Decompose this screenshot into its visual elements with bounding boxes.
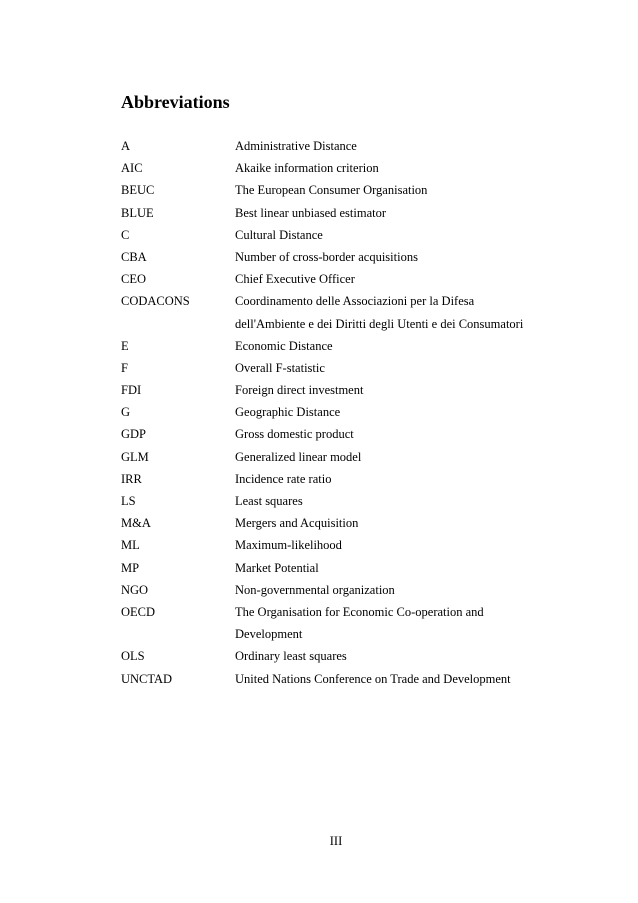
abbreviation-term: CODACONS (121, 294, 190, 309)
abbreviation-definition: Mergers and Acquisition (235, 516, 359, 531)
abbreviation-definition: Market Potential (235, 560, 319, 575)
abbreviation-definition: Cultural Distance (235, 227, 323, 242)
abbreviation-row (121, 268, 581, 290)
abbreviation-row (121, 202, 581, 224)
abbreviation-definition: Maximum-likelihood (235, 538, 342, 553)
abbreviation-definition: United Nations Conference on Trade and Development (235, 671, 511, 686)
abbreviation-definition: Administrative Distance (235, 139, 357, 153)
abbreviation-definition: dell'Ambiente e dei Diritti degli Utenti e dei Consumatori (235, 316, 524, 331)
abbreviation-row-continuation (121, 623, 581, 645)
abbreviation-row-continuation (121, 313, 581, 335)
abbreviation-definition: Chief Executive Officer (235, 272, 355, 287)
abbreviation-definition: Ordinary least squares (235, 649, 347, 664)
abbreviation-row (121, 534, 581, 556)
abbreviation-row (121, 135, 581, 157)
abbreviation-row (121, 512, 581, 534)
abbreviation-term: MP (121, 560, 140, 575)
abbreviation-row (121, 335, 581, 357)
abbreviation-row (121, 579, 581, 601)
abbreviation-definition: Foreign direct investment (235, 383, 364, 398)
abbreviation-definition: Akaike information criterion (235, 161, 379, 176)
abbreviation-row (121, 179, 581, 201)
abbreviation-term: G (121, 405, 131, 420)
abbreviation-list (121, 135, 581, 690)
abbreviation-row (121, 246, 581, 268)
abbreviation-term: A (121, 139, 131, 153)
page-title: Abbreviations (121, 92, 230, 112)
abbreviation-definition: Least squares (235, 494, 303, 508)
abbreviation-term: OECD (121, 604, 156, 619)
abbreviation-definition: Coordinamento delle Associazioni per la Difesa (235, 294, 475, 309)
abbreviation-row (121, 557, 581, 579)
abbreviation-definition: Non-governmental organization (235, 582, 395, 597)
abbreviation-row (121, 224, 581, 246)
abbreviation-term: CBA (121, 249, 147, 264)
abbreviation-term: GLM (121, 449, 149, 464)
abbreviation-row (121, 468, 581, 490)
abbreviation-term: CEO (121, 272, 146, 287)
abbreviation-row (121, 668, 581, 690)
abbreviation-definition: Best linear unbiased estimator (235, 205, 387, 220)
abbreviation-term: FDI (121, 383, 142, 398)
abbreviation-term: GDP (121, 427, 147, 442)
abbreviation-term: M&A (121, 516, 151, 531)
abbreviation-row (121, 357, 581, 379)
abbreviation-term: C (121, 227, 130, 242)
abbreviation-term: F (121, 360, 128, 375)
abbreviation-term: UNCTAD (121, 671, 173, 686)
abbreviation-row (121, 379, 581, 401)
abbreviation-definition: Geographic Distance (235, 405, 341, 420)
abbreviation-definition: Gross domestic product (235, 427, 354, 442)
abbreviation-definition: The Organisation for Economic Co-operation and (235, 604, 484, 619)
abbreviation-term: AIC (121, 161, 143, 176)
page-number: III (329, 834, 343, 848)
abbreviation-row (121, 157, 581, 179)
abbreviation-row (121, 490, 581, 512)
abbreviation-row (121, 423, 581, 445)
abbreviation-row (121, 446, 581, 468)
abbreviation-row (121, 601, 581, 623)
abbreviation-term: LS (121, 494, 136, 508)
abbreviation-row (121, 401, 581, 423)
abbreviation-term: ML (121, 538, 140, 553)
abbreviation-row (121, 645, 581, 667)
abbreviation-definition: Number of cross-border acquisitions (235, 249, 418, 264)
abbreviation-term: IRR (121, 471, 142, 486)
abbreviation-definition: Overall F-statistic (235, 360, 325, 375)
abbreviation-term: E (121, 338, 129, 353)
abbreviation-term: BEUC (121, 183, 155, 198)
abbreviation-definition: Economic Distance (235, 338, 333, 353)
abbreviation-definition: Development (235, 627, 303, 642)
abbreviation-definition: Incidence rate ratio (235, 471, 332, 486)
abbreviation-definition: The European Consumer Organisation (235, 183, 428, 198)
abbreviation-definition: Generalized linear model (235, 449, 362, 464)
abbreviation-term: NGO (121, 582, 149, 597)
abbreviation-row (121, 290, 581, 312)
abbreviation-term: OLS (121, 649, 145, 664)
abbreviation-term: BLUE (121, 205, 154, 220)
